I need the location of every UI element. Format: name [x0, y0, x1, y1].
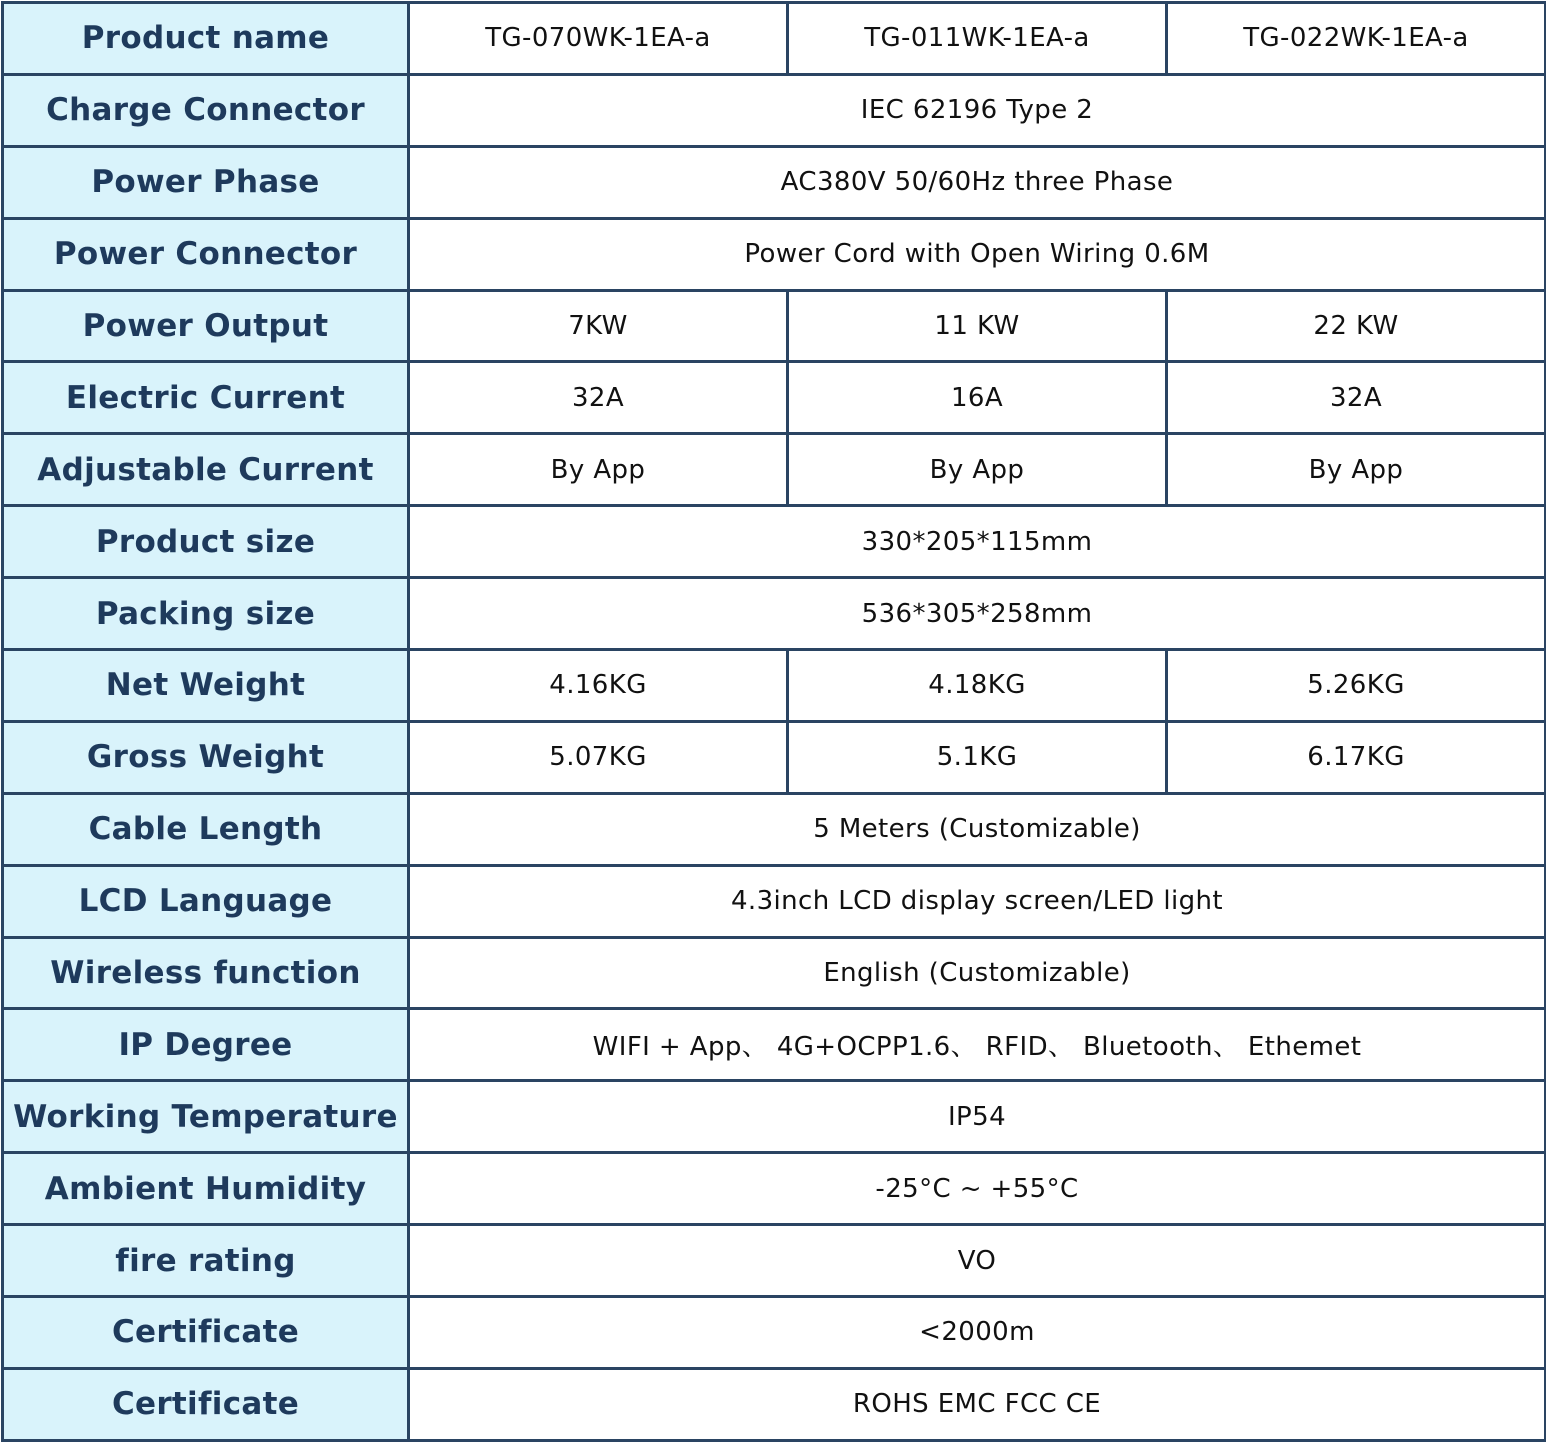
row-label: Gross Weight — [3, 721, 409, 793]
table-row — [3, 937, 1546, 1009]
table-row — [3, 1153, 1546, 1225]
table-row — [3, 506, 1546, 578]
row-label: Power Phase — [3, 146, 409, 218]
table-row — [3, 1297, 1546, 1369]
row-label: Ambient Humidity — [3, 1153, 409, 1225]
row-value-cell: 5.1KG — [788, 721, 1167, 793]
row-label: Certificate — [3, 1297, 409, 1369]
row-label: Cable Length — [3, 793, 409, 865]
row-label: Product size — [3, 506, 409, 578]
table-row — [3, 1368, 1546, 1440]
row-value-cell: By App — [1167, 434, 1546, 506]
row-label: fire rating — [3, 1225, 409, 1297]
row-label: IP Degree — [3, 1009, 409, 1081]
row-value-cell: <2000m — [409, 1297, 1546, 1369]
row-value-cell: 330*205*115mm — [409, 506, 1546, 578]
row-value-cell: IEC 62196 Type 2 — [409, 74, 1546, 146]
row-value-cell: VO — [409, 1225, 1546, 1297]
row-label: Net Weight — [3, 650, 409, 722]
row-value-cell: 5.26KG — [1167, 650, 1546, 722]
row-value-cell: English (Customizable) — [409, 937, 1546, 1009]
row-label: Certificate — [3, 1368, 409, 1440]
row-value-cell: 5.07KG — [409, 721, 788, 793]
row-value-cell: -25°C ~ +55°C — [409, 1153, 1546, 1225]
row-value-cell: 5 Meters (Customizable) — [409, 793, 1546, 865]
row-label: Packing size — [3, 578, 409, 650]
table-row — [3, 434, 1546, 506]
row-value-cell: 4.3inch LCD display screen/LED light — [409, 865, 1546, 937]
row-value-cell: AC380V 50/60Hz three Phase — [409, 146, 1546, 218]
row-value-cell: TG-022WK-1EA-a — [1167, 3, 1546, 75]
row-value-cell: 16A — [788, 362, 1167, 434]
row-value-cell: 6.17KG — [1167, 721, 1546, 793]
row-label: LCD Language — [3, 865, 409, 937]
spec-table-body — [3, 3, 1546, 1441]
row-value-cell: Power Cord with Open Wiring 0.6M — [409, 218, 1546, 290]
table-row — [3, 650, 1546, 722]
table-row — [3, 218, 1546, 290]
row-value-cell: 32A — [409, 362, 788, 434]
table-row — [3, 290, 1546, 362]
row-value-cell: 7KW — [409, 290, 788, 362]
row-value-cell: 22 KW — [1167, 290, 1546, 362]
table-row — [3, 146, 1546, 218]
table-row — [3, 1081, 1546, 1153]
table-row — [3, 578, 1546, 650]
row-label: Wireless function — [3, 937, 409, 1009]
row-label: Adjustable Current — [3, 434, 409, 506]
row-value-cell: TG-011WK-1EA-a — [788, 3, 1167, 75]
row-value-cell: 32A — [1167, 362, 1546, 434]
row-value-cell: 4.18KG — [788, 650, 1167, 722]
spec-table — [1, 1, 1546, 1442]
row-value-cell: 4.16KG — [409, 650, 788, 722]
row-value-cell: By App — [409, 434, 788, 506]
row-value-cell: TG-070WK-1EA-a — [409, 3, 788, 75]
table-row — [3, 721, 1546, 793]
table-row — [3, 74, 1546, 146]
row-label: Electric Current — [3, 362, 409, 434]
row-value-cell: IP54 — [409, 1081, 1546, 1153]
row-value-cell: ROHS EMC FCC CE — [409, 1368, 1546, 1440]
table-row — [3, 3, 1546, 75]
row-value-cell: 11 KW — [788, 290, 1167, 362]
row-value-cell: WIFI + App、 4G+OCPP1.6、 RFID、 Bluetooth、 Ethemet — [409, 1009, 1546, 1081]
row-label: Product name — [3, 3, 409, 75]
table-row — [3, 362, 1546, 434]
table-row — [3, 865, 1546, 937]
table-row — [3, 793, 1546, 865]
table-row — [3, 1225, 1546, 1297]
row-label: Power Output — [3, 290, 409, 362]
table-row — [3, 1009, 1546, 1081]
row-label: Charge Connector — [3, 74, 409, 146]
row-label: Power Connector — [3, 218, 409, 290]
row-value-cell: By App — [788, 434, 1167, 506]
row-value-cell: 536*305*258mm — [409, 578, 1546, 650]
row-label: Working Temperature — [3, 1081, 409, 1153]
